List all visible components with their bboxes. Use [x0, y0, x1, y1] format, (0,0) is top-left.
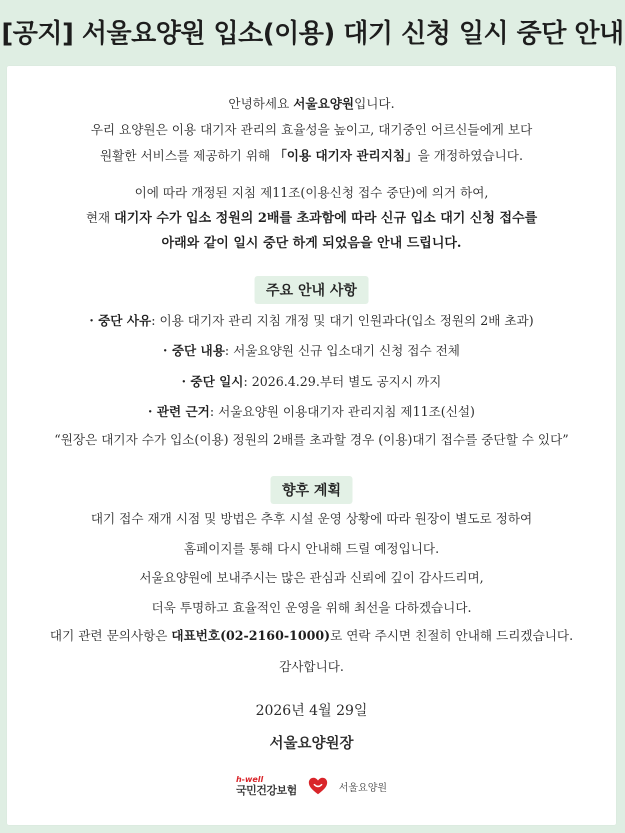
signer-name: 서울요양원장	[269, 736, 354, 752]
plan-line-2: 홈페이지를 통해 다시 안내해 드릴 예정입니다.	[183, 541, 440, 556]
plan-line-4: 더욱 투명하고 효율적인 운영을 위해 최선을 다하겠습니다.	[151, 600, 472, 615]
plan-line-1: 대기 접수 재개 시점 및 방법은 추후 시설 운영 상황에 따라 원장이 별도로 정하여	[90, 511, 533, 526]
intro-line-4: 이에 따라 개정된 지침 제11조(이용신청 접수 중단)에 의거 하여,	[134, 185, 489, 200]
notice-item-reason: · 중단 사유: 이용 대기자 관리 지침 개정 및 대기 인원과다(입소 정원의 2배 초과)	[89, 313, 534, 328]
notice-item-date: · 중단 일시: 2026.4.29.부터 별도 공지시 까지	[181, 374, 442, 389]
intro-greeting: 안녕하세요 서울요양원입니다.	[228, 96, 395, 111]
plan-line-3: 서울요양원에 보내주시는 많은 관심과 신뢰에 깊이 감사드리며,	[139, 570, 484, 585]
intro-line-3: 원활한 서비스를 제공하기 위해 「이용 대기자 관리지침」을 개정하였습니다.	[100, 148, 523, 163]
plan-line-6: 감사합니다.	[279, 659, 344, 674]
notice-item-basis: · 관련 근거: 서울요양원 이용대기자 관리지침 제11조(신설)	[148, 404, 475, 419]
nhis-name: 국민건강보험	[235, 784, 297, 797]
notice-quote: “원장은 대기자 수가 입소(이용) 정원의 2배를 초과할 경우 (이용)대기 접수를 중단할 수 있다”	[54, 432, 569, 447]
notice-card	[7, 66, 616, 825]
intro-line-5: 현재 대기자 수가 입소 정원의 2배를 초과함에 따라 신규 입소 대기 신청 접수를	[85, 210, 538, 226]
footer-logos	[7, 766, 616, 806]
hwell-mark: h-well	[235, 775, 264, 784]
intro-line-6: 아래와 같이 일시 중단 하게 되었음을 안내 드립니다.	[161, 236, 462, 251]
nhis-logo	[236, 776, 297, 796]
section-heading-notice: 주요 안내 사항	[254, 276, 369, 304]
notice-item-content: · 중단 내용: 서울요양원 신규 입소대기 신청 접수 전체	[163, 343, 460, 358]
notice-date: 2026년 4월 29일	[255, 703, 368, 719]
facility-name: 서울요양원	[338, 782, 388, 794]
intro-line-2: 우리 요양원은 이용 대기자 관리의 효율성을 높이고, 대기중인 어르신들에게 보다	[90, 122, 533, 137]
section-heading-plan: 향후 계획	[270, 476, 353, 504]
plan-line-5: 대기 관련 문의사항은 대표번호(02-2160-1000)로 연락 주시면 친절히 안내해 드리겠습니다.	[49, 628, 574, 643]
heart-icon	[307, 775, 329, 797]
page-title: [공지] 서울요양원 입소(이용) 대기 신청 일시 중단 안내	[1, 18, 624, 49]
